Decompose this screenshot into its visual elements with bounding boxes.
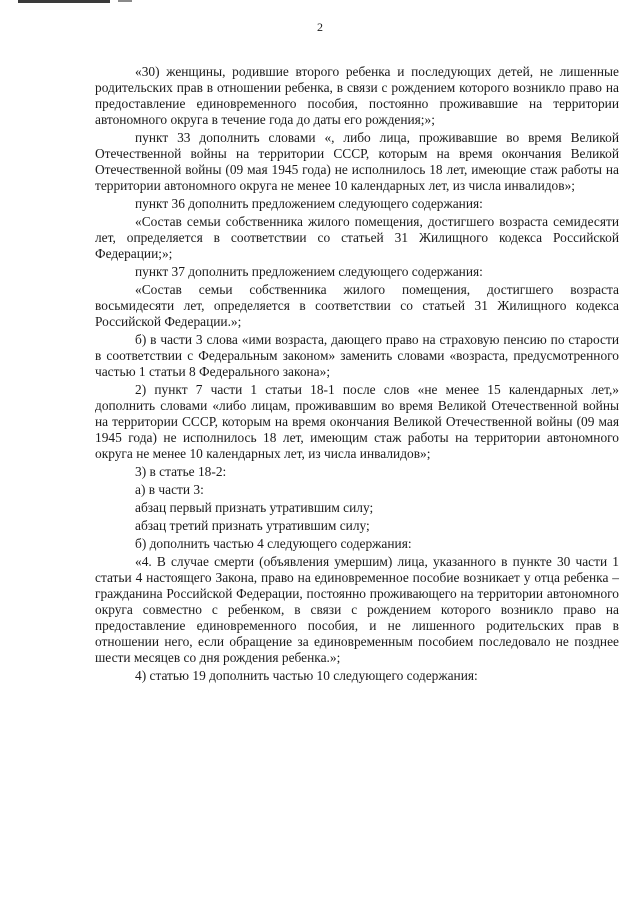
paragraph-point-37-quote: «Состав семьи собственника жилого помещения, достигшего возраста восьмидесяти лет, определяется в соответствии со статьей 31 Жилищного кодекса Российской Федерации.»; [95,282,619,329]
paragraph-article-19: 4) статью 19 дополнить частью 10 следующего содержания: [135,668,478,683]
paragraph-point-36-quote: «Состав семьи собственника жилого помещения, достигшего возраста семидесяти лет, определяется в соответствии со статьей 31 Жилищного кодекса Российской Федерации;»; [95,214,619,261]
paragraph-part-4-quote: «4. В случае смерти (объявления умершим) лица, указанного в пункте 30 части 1 статьи 4 настоящего Закона, право на единовременное пособие возникает у отца ребенка – гражданина Российской Федерации, постоянно проживающего на территории автономного округа совместно с ребенком, в связи с рождением которого возникло право на предоставление единовременного пособия, и не лишенного родительских прав в отношении него, если обращение за единовременным пособием последовало не позднее шести месяцев со дня рождения ребенка.»; [95,554,619,665]
paragraph-part-4-intro: б) дополнить частью 4 следующего содержания: [135,536,412,551]
paragraph-article-18-1: 2) пункт 7 части 1 статьи 18-1 после слов «не менее 15 календарных лет,» дополнить словами «либо лицам, проживавшим во время Великой Отечественной войны на территории СССР, которым на время окончания Великой Отечественной войны (09 мая 1945 года) не исполнилось 18 лет, имеющим стаж работы на территории автономного округа не менее 10 календарных лет, из числа инвалидов»; [95,382,619,461]
document-body [95,64,619,686]
paragraph-abzac-3: абзац третий признать утратившим силу; [135,518,370,533]
paragraph-abzac-1: абзац первый признать утратившим силу; [135,500,374,515]
paragraph-point-33: пункт 33 дополнить словами «, либо лица, проживавшие во время Великой Отечественной войны на территории СССР, которым на время окончания Великой Отечественной войны (09 мая 1945 года) не исполнилось 18 лет, имеющие стаж работы на территории автономного округа не менее 10 календарных лет, из числа инвалидов»; [95,130,619,193]
paragraph-point-37: пункт 37 дополнить предложением следующего содержания: [135,264,483,279]
scan-edge-mark [18,0,110,3]
paragraph-article-18-2: 3) в статье 18-2: [135,464,227,479]
scan-edge-mark-small [118,0,132,2]
page-number: 2 [317,20,323,34]
paragraph-item-30: «30) женщины, родившие второго ребенка и последующих детей, не лишенные родительских прав в отношении ребенка, в связи с рождением которого возникло право на предоставление единовременного пособия, постоянно проживавшие на территории автономного округа в течение года до даты его рождения;»; [95,64,619,127]
paragraph-point-36: пункт 36 дополнить предложением следующего содержания: [135,196,483,211]
paragraph-part-3b: б) в части 3 слова «ими возраста, дающего право на страховую пенсию по старости в соответствии с Федеральным законом» заменить словами «возраста, предусмотренного частью 1 статьи 8 Федерального закона»; [95,332,619,379]
paragraph-part-3a: а) в части 3: [135,482,204,497]
